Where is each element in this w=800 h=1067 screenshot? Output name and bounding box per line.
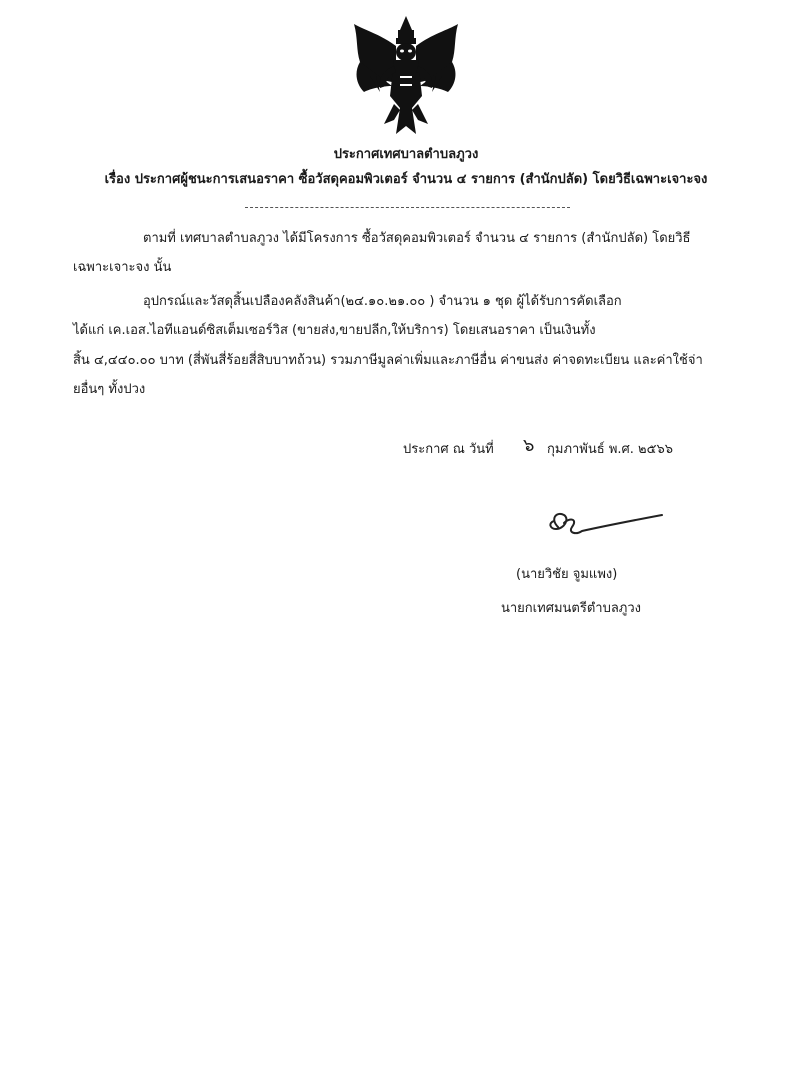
subject-line: เรื่อง ประกาศผู้ชนะการเสนอราคา ซื้อวัสดุคอมพิวเตอร์ จำนวน ๔ รายการ (สำนักปลัด) โดยวิธีเฉพาะเจาะจง — [104, 172, 708, 187]
handwritten-signature — [540, 505, 665, 545]
para2-line1: อุปกรณ์และวัสดุสิ้นเปลืองคลังสินค้า(๒๔.๑๐.๒๑.๐๐ ) จำนวน ๑ ชุด ผู้ได้รับการคัดเลือก — [143, 294, 622, 309]
para1-line1: ตามที่ เทศบาลตำบลภูวง ได้มีโครงการ ซื้อวัสดุคอมพิวเตอร์ จำนวน ๔ รายการ (สำนักปลัด) โดยวิธี — [143, 231, 691, 246]
signatory-name: (นายวิชัย จูมแพง) — [516, 567, 618, 582]
para2-line4: ยอื่นๆ ทั้งปวง — [73, 382, 146, 397]
para2-line3: สิ้น ๔,๔๔๐.๐๐ บาท (สี่พันสี่ร้อยสี่สิบบาทถ้วน) รวมภาษีมูลค่าเพิ่มและภาษีอื่น ค่าขนส่ง ค่าจดทะเบียน และค่าใช้จ่า — [73, 353, 703, 368]
divider — [245, 207, 570, 208]
date-day: ๖ — [523, 435, 535, 456]
date-month-year: กุมภาพันธ์ พ.ศ. ๒๕๖๖ — [547, 442, 673, 457]
signatory-position: นายกเทศมนตรีตำบลภูวง — [501, 601, 641, 616]
para1-line2: เฉพาะเจาะจง นั้น — [73, 260, 172, 275]
org-title: ประกาศเทศบาลตำบลภูวง — [333, 147, 479, 162]
para2-line2: ได้แก่ เค.เอส.ไอทีแอนด์ซิสเต็มเซอร์วิส (ขายส่ง,ขายปลีก,ให้บริการ) โดยเสนอราคา เป็นเงินทั้ง — [73, 323, 596, 338]
garuda-emblem-icon — [350, 16, 462, 136]
date-prefix: ประกาศ ณ วันที่ — [403, 442, 494, 457]
